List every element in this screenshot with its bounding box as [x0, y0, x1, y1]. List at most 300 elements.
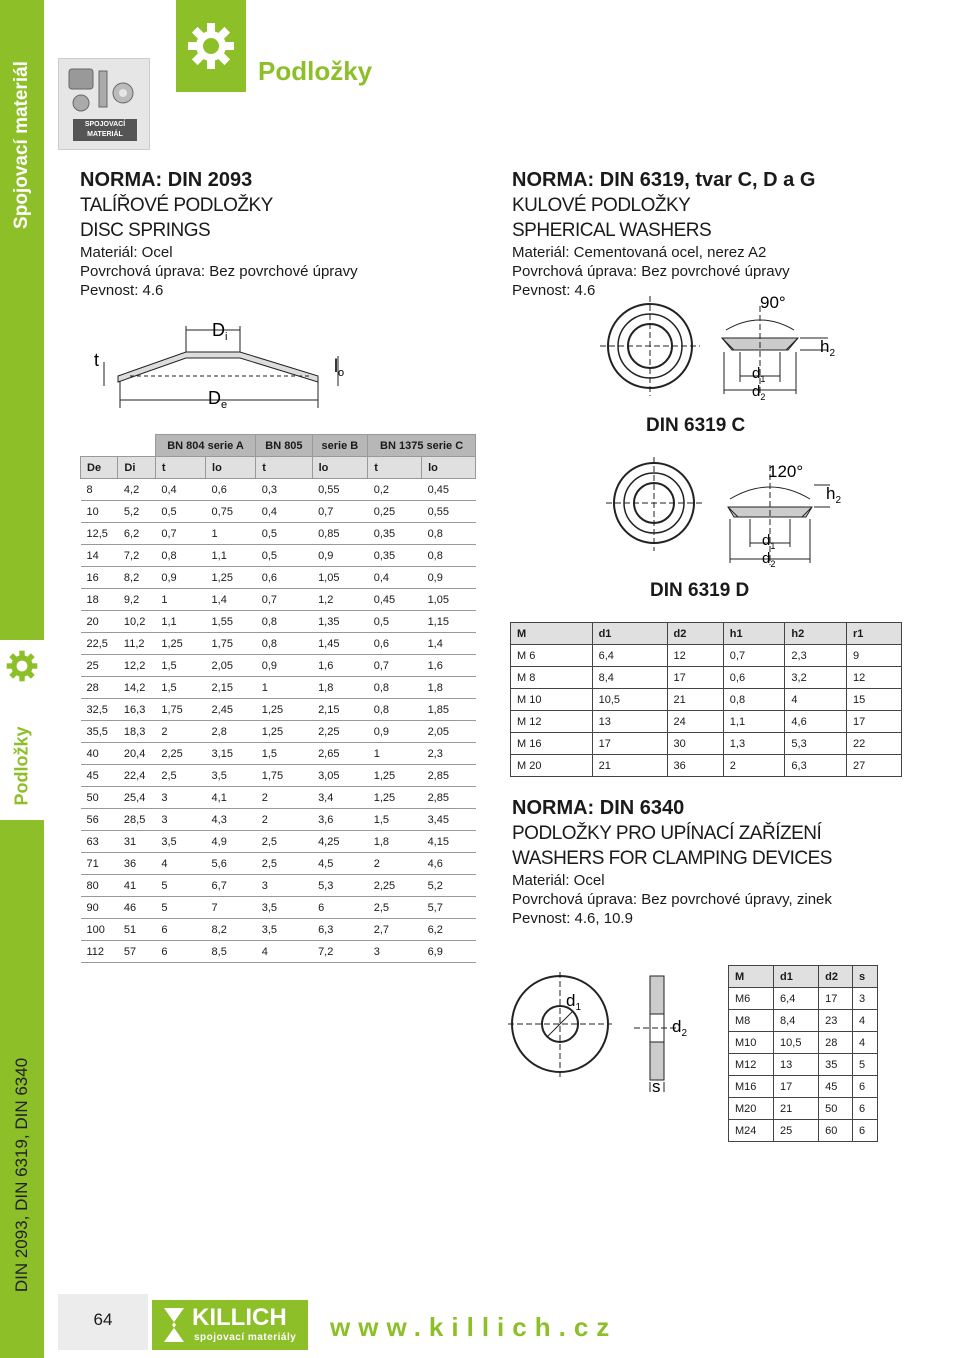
table-cell: 4 — [155, 853, 205, 875]
killich-logo — [152, 1300, 308, 1350]
din6340-material: Materiál: Ocel — [512, 872, 605, 889]
column-header: t — [368, 457, 422, 479]
table-cell: 0,9 — [256, 655, 312, 677]
table-cell: M10 — [729, 1032, 774, 1054]
table-cell: 10,5 — [774, 1032, 819, 1054]
table-cell: 0,8 — [422, 545, 476, 567]
table-cell: 36 — [667, 755, 723, 777]
column-header: Di — [118, 457, 155, 479]
table-row — [511, 711, 902, 733]
table-cell: 1 — [206, 523, 256, 545]
table-row — [511, 689, 902, 711]
header-gear-box — [176, 0, 246, 92]
de-label: $D_e$ — [208, 388, 228, 411]
table-cell: 1,4 — [422, 633, 476, 655]
column-header: lo — [312, 457, 368, 479]
table-cell: 4 — [852, 1032, 877, 1054]
table-cell: 3 — [368, 941, 422, 963]
table-cell: 1,1 — [155, 611, 205, 633]
table-cell: 16 — [81, 567, 118, 589]
table-row — [81, 743, 476, 765]
column-header: d2 — [819, 966, 853, 988]
table-cell: 12,5 — [81, 523, 118, 545]
table-cell: 1,25 — [256, 699, 312, 721]
table-cell: 4,6 — [785, 711, 847, 733]
table-cell: 2,05 — [422, 721, 476, 743]
table-cell: 22 — [847, 733, 902, 755]
table-cell: 35 — [819, 1054, 853, 1076]
table-cell: 10 — [81, 501, 118, 523]
table-cell: 0,7 — [256, 589, 312, 611]
table-cell: 1,25 — [368, 787, 422, 809]
table-cell: 4,3 — [206, 809, 256, 831]
table-cell: 1,5 — [368, 809, 422, 831]
table-cell: 3 — [852, 988, 877, 1010]
table-cell: 6 — [312, 897, 368, 919]
table-cell: 4 — [256, 941, 312, 963]
table-cell: 17 — [847, 711, 902, 733]
table-cell: 14,2 — [118, 677, 155, 699]
table-cell: M16 — [729, 1076, 774, 1098]
column-header: t — [256, 457, 312, 479]
table-cell: 41 — [118, 875, 155, 897]
table-cell: 112 — [81, 941, 118, 963]
group-serie-b: serie B — [312, 435, 368, 457]
din6319-name-cz: KULOVÉ PODLOŽKY — [512, 195, 691, 216]
table-header-row — [511, 623, 902, 645]
table-row — [81, 545, 476, 567]
s-label: s — [652, 1077, 661, 1096]
table-cell: 7,2 — [118, 545, 155, 567]
table-cell: 5 — [852, 1054, 877, 1076]
table-cell: 1,6 — [422, 655, 476, 677]
table-cell: 5,7 — [422, 897, 476, 919]
table-cell: 10,5 — [592, 689, 667, 711]
table-row — [81, 809, 476, 831]
table-cell: 6,2 — [422, 919, 476, 941]
table-cell: 6,4 — [592, 645, 667, 667]
column-header: lo — [422, 457, 476, 479]
d2-label: $d_2$ — [752, 383, 766, 402]
table-cell: M6 — [729, 988, 774, 1010]
table-cell: 3,6 — [312, 809, 368, 831]
table-cell: 1,75 — [206, 633, 256, 655]
table-row — [511, 667, 902, 689]
table-cell: 35,5 — [81, 721, 118, 743]
din6319-spec — [512, 168, 815, 300]
table-cell: 15 — [847, 689, 902, 711]
din2093-spec — [80, 168, 358, 300]
side-norms-label: DIN 2093, DIN 6319, DIN 6340 — [12, 1057, 31, 1293]
table-cell: 63 — [81, 831, 118, 853]
din6319-material: Materiál: Cementovaná ocel, nerez A2 — [512, 244, 767, 261]
din6319-surface: Povrchová úprava: Bez povrchové úpravy — [512, 263, 790, 280]
table-cell: 0,4 — [155, 479, 205, 501]
din2093-table — [80, 434, 476, 963]
table-cell: 1,2 — [312, 589, 368, 611]
table-cell: 1,25 — [155, 633, 205, 655]
table-cell: 1,15 — [422, 611, 476, 633]
page-title: Podložky — [258, 56, 373, 86]
column-header: M — [511, 623, 593, 645]
column-header: t — [155, 457, 205, 479]
d2-label: $d_2$ — [762, 550, 776, 569]
table-cell: 0,4 — [368, 567, 422, 589]
table-row — [81, 853, 476, 875]
table-cell: 18,3 — [118, 721, 155, 743]
column-header: d2 — [667, 623, 723, 645]
table-cell: 0,9 — [422, 567, 476, 589]
table-cell: 1,4 — [206, 589, 256, 611]
table-cell: 6 — [852, 1120, 877, 1142]
table-cell: 2 — [155, 721, 205, 743]
table-cell: 2,15 — [312, 699, 368, 721]
table-cell: M12 — [729, 1054, 774, 1076]
table-cell: 6 — [155, 941, 205, 963]
table-cell: 3,5 — [256, 919, 312, 941]
din6340-norma: NORMA: DIN 6340 — [512, 797, 685, 819]
column-header: h1 — [723, 623, 785, 645]
table-cell: 0,8 — [256, 633, 312, 655]
table-cell: M 16 — [511, 733, 593, 755]
table-cell: 9 — [847, 645, 902, 667]
din2093-diagram — [90, 316, 360, 416]
category-badge: SPOJOVACÍ MATERIÁL — [73, 119, 137, 141]
table-cell: 0,8 — [723, 689, 785, 711]
group-bn805: BN 805 — [256, 435, 312, 457]
table-cell: 1,35 — [312, 611, 368, 633]
table-cell: 1,85 — [422, 699, 476, 721]
bolts-image — [59, 59, 149, 119]
table-row — [81, 787, 476, 809]
din6319-name-en: SPHERICAL WASHERS — [512, 220, 712, 241]
table-cell: 17 — [667, 667, 723, 689]
table-cell: 10,2 — [118, 611, 155, 633]
din6340-surface: Povrchová úprava: Bez povrchové úpravy, zinek — [512, 891, 832, 908]
table-cell: 0,55 — [422, 501, 476, 523]
table-cell: 3,5 — [256, 897, 312, 919]
table-cell: 0,8 — [256, 611, 312, 633]
table-cell: 0,35 — [368, 523, 422, 545]
gear-icon — [176, 0, 246, 92]
table-cell: 23 — [819, 1010, 853, 1032]
table-cell: 3 — [155, 809, 205, 831]
table-cell: 0,7 — [312, 501, 368, 523]
table-row — [81, 589, 476, 611]
table-cell: 51 — [118, 919, 155, 941]
din6340-table — [728, 965, 878, 1142]
table-cell: 0,25 — [368, 501, 422, 523]
table-row — [729, 1098, 878, 1120]
table-cell: 21 — [592, 755, 667, 777]
table-row — [81, 721, 476, 743]
table-cell: 2,5 — [256, 853, 312, 875]
table-row — [81, 897, 476, 919]
table-cell: 22,4 — [118, 765, 155, 787]
din6319d-diagram — [600, 455, 850, 575]
table-cell: 2,25 — [312, 721, 368, 743]
table-cell: 46 — [118, 897, 155, 919]
table-cell: 2,7 — [368, 919, 422, 941]
table-cell: 1,45 — [312, 633, 368, 655]
table-cell: 2,65 — [312, 743, 368, 765]
d1-label: $d_1$ — [762, 532, 776, 551]
table-cell: 56 — [81, 809, 118, 831]
table-cell: 0,8 — [422, 523, 476, 545]
table-cell: 3 — [256, 875, 312, 897]
din2093-surface: Povrchová úprava: Bez povrchové úpravy — [80, 263, 358, 280]
table-cell: 13 — [592, 711, 667, 733]
table-cell: 8,5 — [206, 941, 256, 963]
column-header: s — [852, 966, 877, 988]
table-cell: 3,05 — [312, 765, 368, 787]
t-label: t — [94, 350, 100, 370]
table-cell: 0,7 — [368, 655, 422, 677]
table-cell: 5 — [155, 897, 205, 919]
table-cell: 5,3 — [312, 875, 368, 897]
table-cell: M 6 — [511, 645, 593, 667]
table-cell: 0,55 — [312, 479, 368, 501]
table-cell: 2,15 — [206, 677, 256, 699]
killich-logo-icon — [154, 1300, 194, 1350]
table-cell: 4 — [785, 689, 847, 711]
table-cell: 3,5 — [155, 831, 205, 853]
table-cell: 2,5 — [368, 897, 422, 919]
table-cell: 3 — [155, 787, 205, 809]
page-number: 64 — [58, 1294, 148, 1350]
table-cell: 2,8 — [206, 721, 256, 743]
table-cell: 4,9 — [206, 831, 256, 853]
table-cell: 0,35 — [368, 545, 422, 567]
table-cell: 2 — [368, 853, 422, 875]
din6340-diagram — [508, 966, 718, 1096]
table-cell: 4,25 — [312, 831, 368, 853]
table-cell: 6,9 — [422, 941, 476, 963]
table-cell: 2,05 — [206, 655, 256, 677]
din6319c-diagram — [600, 290, 850, 410]
table-cell: M20 — [729, 1098, 774, 1120]
table-cell: 3,45 — [422, 809, 476, 831]
column-header: De — [81, 457, 118, 479]
table-cell: 1,8 — [312, 677, 368, 699]
table-row — [81, 831, 476, 853]
table-cell: 1,25 — [256, 721, 312, 743]
table-cell: 6,4 — [774, 988, 819, 1010]
table-cell: 20,4 — [118, 743, 155, 765]
table-cell: M8 — [729, 1010, 774, 1032]
table-row — [81, 479, 476, 501]
table-cell: 22,5 — [81, 633, 118, 655]
table-cell: 1,1 — [206, 545, 256, 567]
table-cell: 0,4 — [256, 501, 312, 523]
table-cell: 7,2 — [312, 941, 368, 963]
table-cell: 1,25 — [368, 765, 422, 787]
table-cell: 2,5 — [256, 831, 312, 853]
table-cell: 1 — [368, 743, 422, 765]
table-cell: 2,3 — [785, 645, 847, 667]
table-cell: M 8 — [511, 667, 593, 689]
table-cell: 5,2 — [118, 501, 155, 523]
table-cell: 3,15 — [206, 743, 256, 765]
table-cell: 2 — [723, 755, 785, 777]
table-cell: 71 — [81, 853, 118, 875]
table-cell: 36 — [118, 853, 155, 875]
table-cell: M 20 — [511, 755, 593, 777]
table-cell: 6,3 — [312, 919, 368, 941]
table-cell: 24 — [667, 711, 723, 733]
table-cell: 2,85 — [422, 787, 476, 809]
table-row — [511, 645, 902, 667]
table-cell: 0,85 — [312, 523, 368, 545]
table-row — [81, 941, 476, 963]
table-cell: 1,05 — [422, 589, 476, 611]
table-cell: 5 — [155, 875, 205, 897]
group-serie-c: BN 1375 serie C — [368, 435, 476, 457]
table-cell: 5,3 — [785, 733, 847, 755]
table-cell: 1,05 — [312, 567, 368, 589]
table-header-row — [81, 457, 476, 479]
gear-icon — [4, 648, 40, 684]
table-cell: 0,9 — [312, 545, 368, 567]
lo-label: $l_o$ — [334, 356, 345, 379]
table-cell: 45 — [81, 765, 118, 787]
category-thumbnail — [58, 58, 150, 150]
table-cell: 2,3 — [422, 743, 476, 765]
table-cell: 4,6 — [422, 853, 476, 875]
table-cell: 2,25 — [155, 743, 205, 765]
table-cell: 0,2 — [368, 479, 422, 501]
din6319-table — [510, 622, 902, 777]
table-cell: 8 — [81, 479, 118, 501]
table-cell: 57 — [118, 941, 155, 963]
table-cell: 12 — [667, 645, 723, 667]
table-cell: 1,6 — [312, 655, 368, 677]
table-cell: 25 — [81, 655, 118, 677]
angle-120-label: 120° — [768, 462, 804, 481]
table-cell: 0,8 — [368, 677, 422, 699]
table-cell: 2 — [256, 809, 312, 831]
table-cell: 0,6 — [206, 479, 256, 501]
table-cell: 5,6 — [206, 853, 256, 875]
table-cell: 1,5 — [155, 677, 205, 699]
table-cell: 25,4 — [118, 787, 155, 809]
table-row — [729, 1032, 878, 1054]
table-cell: 4,5 — [312, 853, 368, 875]
table-cell: 28 — [819, 1032, 853, 1054]
table-row — [81, 633, 476, 655]
table-cell: 1 — [155, 589, 205, 611]
table-row — [81, 567, 476, 589]
table-cell: 31 — [118, 831, 155, 853]
table-cell: 16,3 — [118, 699, 155, 721]
table-row — [729, 1076, 878, 1098]
di-label: $D_i$ — [212, 320, 228, 343]
table-cell: 4,15 — [422, 831, 476, 853]
table-cell: 2,85 — [422, 765, 476, 787]
din6319-norma: NORMA: DIN 6319, tvar C, D a G — [512, 169, 816, 191]
table-cell: 25 — [774, 1120, 819, 1142]
table-cell: 0,8 — [155, 545, 205, 567]
table-cell: 0,5 — [155, 501, 205, 523]
table-cell: 2,5 — [155, 765, 205, 787]
table-cell: 3,5 — [206, 765, 256, 787]
group-serie-a: BN 804 serie A — [155, 435, 255, 457]
table-cell: 45 — [819, 1076, 853, 1098]
table-cell: 80 — [81, 875, 118, 897]
d1-label: $d_1$ — [752, 365, 766, 384]
table-cell: 1,75 — [256, 765, 312, 787]
table-cell: 32,5 — [81, 699, 118, 721]
table-row — [81, 611, 476, 633]
table-cell: 0,5 — [256, 545, 312, 567]
table-cell: 0,45 — [368, 589, 422, 611]
column-header: r1 — [847, 623, 902, 645]
table-cell: 8,2 — [206, 919, 256, 941]
brand-subtitle: spojovací materiály — [194, 1332, 297, 1343]
table-cell: 4,1 — [206, 787, 256, 809]
table-cell: 17 — [819, 988, 853, 1010]
din2093-name-en: DISC SPRINGS — [80, 220, 211, 241]
table-cell: 0,6 — [723, 667, 785, 689]
table-row — [729, 988, 878, 1010]
din2093-norma: NORMA: DIN 2093 — [80, 169, 253, 191]
table-cell: 6 — [155, 919, 205, 941]
table-cell: 27 — [847, 755, 902, 777]
table-cell: 0,8 — [368, 699, 422, 721]
table-cell: 14 — [81, 545, 118, 567]
table-cell: M 10 — [511, 689, 593, 711]
table-cell: 0,45 — [422, 479, 476, 501]
din6340-name-cz: PODLOŽKY PRO UPÍNACÍ ZAŘÍZENÍ — [512, 823, 822, 844]
din6319-strength: Pevnost: 4.6 — [512, 282, 596, 299]
side-category-label: Spojovací materiál — [11, 61, 32, 229]
table-cell: 1,5 — [256, 743, 312, 765]
table-row — [81, 655, 476, 677]
table-cell: 6,3 — [785, 755, 847, 777]
table-cell: 50 — [819, 1098, 853, 1120]
table-cell: 20 — [81, 611, 118, 633]
table-row — [729, 1120, 878, 1142]
din2093-material: Materiál: Ocel — [80, 244, 173, 261]
table-cell: 28 — [81, 677, 118, 699]
brand-name: KILLICH — [192, 1304, 287, 1331]
angle-90-label: 90° — [760, 293, 786, 312]
table-cell: 100 — [81, 919, 118, 941]
table-cell: 6 — [852, 1076, 877, 1098]
side-section-label: Podložky — [0, 640, 44, 820]
table-cell: 21 — [774, 1098, 819, 1120]
table-cell: 21 — [667, 689, 723, 711]
table-row — [511, 755, 902, 777]
table-cell: 4 — [852, 1010, 877, 1032]
column-header: d1 — [592, 623, 667, 645]
table-cell: 18 — [81, 589, 118, 611]
din6319d-label: DIN 6319 D — [650, 580, 750, 601]
table-cell: 3,2 — [785, 667, 847, 689]
din6340-strength: Pevnost: 4.6, 10.9 — [512, 910, 633, 927]
column-header: h2 — [785, 623, 847, 645]
d1-label: $d_1$ — [566, 991, 582, 1013]
table-cell: 0,75 — [206, 501, 256, 523]
website-link[interactable]: www.killich.cz — [330, 1312, 618, 1342]
table-cell: 90 — [81, 897, 118, 919]
table-header-row — [729, 966, 878, 988]
table-cell: 13 — [774, 1054, 819, 1076]
table-row — [81, 501, 476, 523]
table-cell: 1 — [256, 677, 312, 699]
table-cell: 7 — [206, 897, 256, 919]
table-cell: 1,55 — [206, 611, 256, 633]
